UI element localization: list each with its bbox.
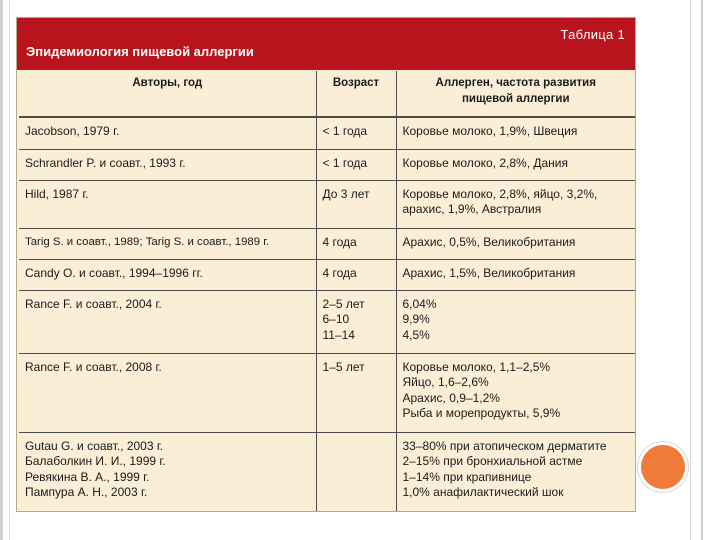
table-row (19, 117, 635, 149)
slide-line-left (9, 0, 10, 540)
cell-authors: Schrandler P. и соавт., 1993 г. (19, 149, 316, 180)
column-header-authors: Авторы, год (19, 71, 316, 117)
cell-age: < 1 года (316, 149, 396, 180)
cell-authors: Candy O. и соавт., 1994–1996 гг. (19, 259, 316, 290)
table-header-row (19, 71, 635, 117)
table-header-bar (17, 18, 636, 70)
slide-frame-left (0, 0, 3, 540)
decorative-circle (641, 445, 685, 489)
table-row (19, 149, 635, 180)
cell-allergen: Коровье молоко, 1,9%, Швеция (396, 117, 635, 149)
slide-line-right (690, 0, 691, 540)
cell-allergen: 6,04% 9,9% 4,5% (396, 290, 635, 353)
cell-authors: Rance F. и соавт., 2008 г. (19, 353, 316, 432)
cell-age: 1–5 лет (316, 353, 396, 432)
cell-age: < 1 года (316, 117, 396, 149)
cell-allergen: Коровье молоко, 2,8%, яйцо, 3,2%, арахис, 1,9%, Австралия (396, 180, 635, 228)
cell-allergen: Коровье молоко, 1,1–2,5% Яйцо, 1,6–2,6% Арахис, 0,9–1,2% Рыба и морепродукты, 5,9% (396, 353, 635, 432)
cell-authors: Rance F. и соавт., 2004 г. (19, 290, 316, 353)
allergy-table (19, 71, 635, 512)
cell-authors: Hild, 1987 г. (19, 180, 316, 228)
cell-age: 4 года (316, 228, 396, 259)
cell-authors: Tarig S. и соавт., 1989; Tarig S. и соавт., 1989 г. (19, 228, 316, 259)
table-row (19, 180, 635, 228)
cell-age: 4 года (316, 259, 396, 290)
cell-age: 2–5 лет 6–10 11–14 (316, 290, 396, 353)
cell-age: До 3 лет (316, 180, 396, 228)
cell-age (316, 432, 396, 512)
slide-frame-right (701, 0, 703, 540)
cell-authors: Gutau G. и соавт., 2003 г. Балаболкин И. И., 1999 г. Ревякина В. А., 1999 г. Пампура А. Н., 2003 г. (19, 432, 316, 512)
column-header-allergen: Аллерген, частота развития пищевой аллергии (396, 71, 635, 117)
cell-authors: Jacobson, 1979 г. (19, 117, 316, 149)
cell-allergen: 33–80% при атопическом дерматите 2–15% при бронхиальной астме 1–14% при крапивнице 1,0% анафилактический шок (402, 438, 607, 499)
table-number: Таблица 1 (560, 27, 625, 42)
table-title: Эпидемиология пищевой аллергии (26, 44, 254, 59)
cell-allergen: Арахис, 0,5%, Великобритания (396, 228, 635, 259)
cell-allergen: Арахис, 1,5%, Великобритания (396, 259, 635, 290)
table-row (19, 353, 635, 432)
column-header-age: Возраст (316, 71, 396, 117)
table-row (19, 432, 635, 512)
table-row (19, 259, 635, 290)
cell-allergen: Коровье молоко, 2,8%, Дания (396, 149, 635, 180)
table-card (16, 17, 636, 512)
table-row (19, 228, 635, 259)
table-row (19, 290, 635, 353)
